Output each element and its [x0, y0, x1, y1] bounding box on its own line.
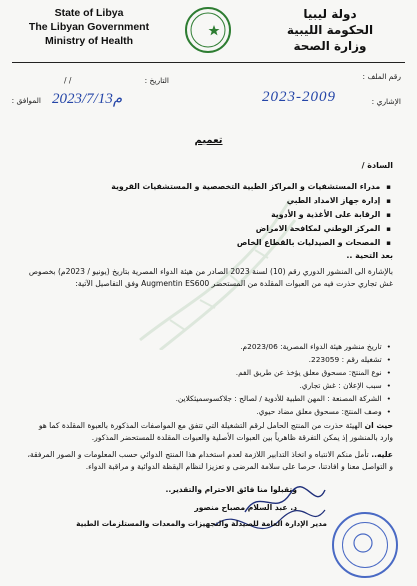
warning-paragraph: [24, 420, 393, 444]
official-stamp: [332, 512, 398, 578]
recipient-item: ▪ مدراء المستشفيات و المراكز الطبية التخصصية و المستشفيات القروية: [111, 180, 391, 194]
date-slashes: / /: [64, 76, 72, 85]
greeting: بعد التحية ..: [346, 251, 393, 260]
header-english: [14, 6, 164, 48]
recipient-item: ▪ إدارة جهاز الامداد الطبي: [111, 194, 391, 208]
detail-item: • تشغيله رقم : 223059.: [176, 353, 391, 366]
detail-item: • نوع المنتج: مسحوق معلق يؤخذ عن طريق الفم.: [176, 366, 391, 379]
header-arabic: [255, 6, 405, 54]
header-ar-line-1: دولة ليبيا: [303, 7, 357, 21]
detail-item: • وصف المنتج: مسحوق معلق مضاد حيوي.: [176, 405, 391, 418]
header-en-line-1: State of Libya: [54, 7, 124, 19]
intro-paragraph: بالإشارة الى المنشور الدوري رقم (10) لسنة 2023 الصادر من هيئة الدواء المصرية بتاريخ (يونيو / 2023م) بخصوص غش تجاري حذرت فيه من العبوات المقلدة من المستحضر Augmentin ES600 وفق التفاصيل الآتية:: [28, 267, 393, 288]
ishari-handwritten: 2023-2009: [262, 89, 336, 105]
warning-lead: حيث ان: [364, 421, 393, 430]
detail-item: • تاريخ منشور هيئة الدواء المصرية: 2023/06م.: [176, 340, 391, 353]
libya-emblem-icon: [184, 6, 232, 54]
recipient-item: ▪ الرقابة على الأغذية و الأدوية: [111, 208, 391, 222]
ref-label: رقم الملف :: [362, 72, 401, 81]
document-title: تعميم: [194, 135, 223, 146]
header-ar-line-2: الحكومة الليبية: [286, 23, 374, 37]
recipient-item: ▪ المصحات و الصيدليات بالقطاع الخاص: [111, 236, 391, 250]
ishari-label: الإشاري :: [371, 97, 401, 106]
recipient-item: ▪ المركز الوطني لمكافحة الامراض: [111, 222, 391, 236]
request-lead: عليه..: [371, 450, 393, 459]
equiv-label: الموافق :: [11, 96, 41, 105]
request-text: تأمل منكم الانتباه و اتخاذ التدابير اللازمة لعدم استخدام هذا المنتج الدوائي حسب المعلومات و الصور المرفقة، و التواصل معنا و افادتنا، حرصا على سلامة المرضى و تعزيزا لنظام اليقظة الدوائية و مراقبة الدواء.: [27, 450, 393, 471]
warning-text: الهيئة حذرت من المنتج الحامل لرقم التشغيلة التي تتفق مع المواصفات المذكورة بالعبوة المقلدة كما هو وارد بالمنشور إذ يمكن التفرقة ظاهرياً بين العبوات الأصلية والعبوات المقلدة للمستحضر المذكور.: [38, 421, 393, 442]
header-ar-line-3: وزارة الصحة: [293, 39, 367, 53]
product-details-list: [176, 340, 391, 418]
date-label: التاريخ :: [144, 76, 169, 85]
signer-name: د. عبد السلام مصباح منصور: [194, 503, 297, 512]
signer-title: مدير الإدارة العامة للصيدلة والتجهيزات والمعدات والمستلزمات الطبية: [76, 519, 327, 528]
header-en-line-2: The Libyan Government: [28, 21, 150, 33]
salutation: السادة /: [361, 161, 393, 170]
header-divider: [12, 62, 405, 63]
equiv-date-handwritten: 2023/7/13م: [52, 91, 123, 107]
header-en-line-3: Ministry of Health: [44, 35, 134, 47]
recipient-list: [111, 180, 391, 250]
detail-item: • سبب الإعلان : غش تجاري.: [176, 379, 391, 392]
stamp-emblem-icon: [332, 512, 394, 574]
detail-item: • الشركة المصنعة : المهن الطبية للأدوية / لصالح : جلاكسوسميثكلاين.: [176, 392, 391, 405]
request-paragraph: [24, 449, 393, 473]
closing-line: وتقبلوا منا فائق الاحترام والتقدير..: [165, 485, 297, 494]
